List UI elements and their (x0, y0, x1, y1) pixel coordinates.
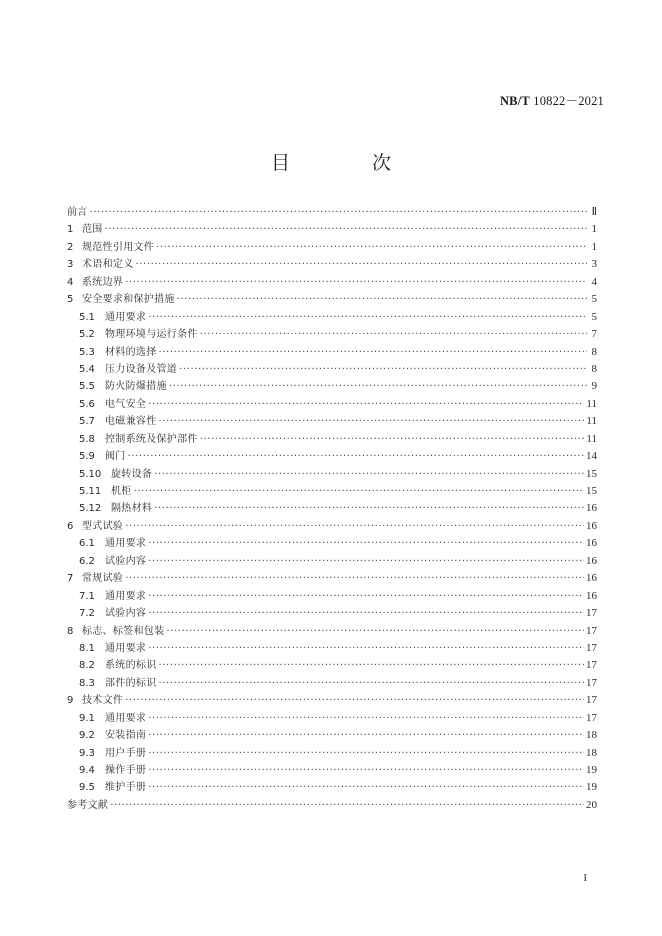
toc-leader-dots (125, 570, 584, 587)
toc-entry-page: 17 (586, 607, 597, 620)
toc-leader-dots (148, 779, 584, 796)
toc-entry-number: 5.5 (79, 381, 95, 393)
toc-leader-dots (105, 221, 587, 238)
toc-entry-label: 压力设备及管道 (105, 363, 178, 375)
toc-entry-page: 16 (586, 502, 597, 515)
toc-entry-number: 8.3 (79, 677, 95, 689)
toc-entry-page: 8 (591, 345, 597, 358)
toc-entry-page: 11 (586, 415, 597, 428)
toc-entry-page: 16 (586, 537, 597, 550)
toc-leader-dots (148, 745, 584, 762)
page-title: 目 次 (270, 152, 430, 174)
toc-leader-dots (110, 797, 584, 814)
toc-entry[interactable] (67, 797, 597, 814)
toc-entry-label: 用户手册 (105, 747, 147, 759)
toc-leader-dots (128, 448, 584, 465)
toc-entry-label: 标志、标签和包装 (82, 625, 165, 637)
toc-entry[interactable] (67, 256, 597, 273)
toc-entry[interactable] (67, 675, 597, 692)
toc-entry-label: 部件的标识 (105, 677, 157, 689)
toc-leader-dots (200, 326, 587, 343)
toc-entry-label: 通用要求 (105, 642, 147, 654)
toc-entry-number: 7.2 (79, 608, 95, 620)
toc-entry-label: 防火防爆措施 (105, 381, 167, 393)
toc-entry[interactable] (67, 344, 597, 361)
toc-entry-number: 5.9 (79, 451, 95, 463)
toc-entry-page: 8 (591, 362, 597, 375)
toc-entry-page: 18 (586, 746, 597, 759)
toc-entry-number: 3 (67, 259, 74, 271)
toc-entry-label: 规范性引用文件 (82, 241, 155, 253)
toc-leader-dots (148, 309, 587, 326)
toc-entry[interactable] (67, 378, 597, 395)
toc-leader-dots (148, 553, 584, 570)
toc-entry-label: 机柜 (111, 486, 132, 497)
standard-code (500, 91, 604, 109)
toc-entry-number: 5 (67, 294, 74, 306)
toc-entry-number: 5.3 (79, 346, 95, 358)
toc-entry-label: 隔热材料 (111, 503, 153, 515)
toc-entry-label: 系统的标识 (105, 660, 157, 672)
table-of-contents (67, 204, 597, 814)
toc-entry-number: 7 (67, 573, 74, 585)
toc-entry-page: 7 (591, 328, 597, 341)
standard-prefix: NB/T (499, 94, 530, 108)
toc-entry[interactable] (67, 500, 597, 517)
toc-leader-dots (159, 657, 585, 674)
toc-entry-page: 19 (586, 781, 597, 794)
toc-entry-number: 7.1 (79, 590, 95, 602)
toc-entry-label: 电气安全 (105, 398, 147, 410)
toc-entry-number: 5.12 (79, 503, 102, 515)
toc-entry-page: 3 (591, 258, 597, 271)
toc-entry[interactable] (67, 483, 597, 500)
toc-entry-label: 技术文件 (82, 695, 124, 707)
toc-entry-page: 15 (586, 467, 597, 480)
toc-leader-dots (136, 256, 588, 273)
toc-entry-label: 安全要求和保护措施 (82, 294, 175, 306)
toc-entry[interactable] (67, 535, 597, 552)
toc-entry-number: 6.2 (79, 555, 95, 567)
toc-entry-page: 19 (586, 764, 597, 776)
toc-leader-dots (148, 535, 584, 552)
toc-entry-number: 5.6 (79, 398, 95, 410)
toc-entry[interactable] (67, 588, 597, 605)
toc-entry[interactable] (67, 204, 597, 221)
toc-entry-page: 1 (591, 240, 597, 253)
toc-entry[interactable] (67, 779, 597, 796)
toc-entry-label: 安装指南 (105, 730, 147, 742)
toc-leader-dots (177, 291, 587, 308)
toc-entry-number: 8.1 (79, 642, 95, 654)
toc-entry[interactable] (67, 326, 597, 343)
toc-leader-dots (169, 378, 587, 395)
toc-entry-page: 18 (586, 729, 597, 742)
toc-entry-page: 11 (586, 397, 597, 410)
toc-entry[interactable] (67, 570, 597, 587)
toc-leader-dots (134, 483, 584, 500)
toc-leader-dots (154, 500, 584, 517)
toc-entry-label: 常规试验 (82, 573, 124, 585)
toc-entry-label: 材料的选择 (105, 346, 157, 358)
toc-entry-number: 1 (67, 224, 74, 236)
toc-entry-page: 17 (586, 624, 597, 637)
standard-number: 10822－2021 (529, 94, 604, 108)
toc-entry-label: 通用要求 (105, 538, 147, 550)
toc-entry-page: 17 (586, 659, 597, 672)
toc-leader-dots (179, 361, 587, 378)
toc-entry-number: 5.11 (79, 486, 102, 497)
toc-entry-label: 物理环境与运行条件 (105, 329, 198, 341)
toc-entry[interactable] (67, 431, 597, 448)
toc-leader-dots (125, 692, 584, 709)
toc-leader-dots (154, 466, 584, 483)
toc-entry-page: 16 (586, 589, 597, 602)
toc-entry-page: 17 (586, 694, 597, 707)
toc-entry[interactable] (67, 605, 597, 622)
toc-entry[interactable] (67, 623, 597, 640)
toc-entry-number: 5.8 (79, 433, 95, 445)
toc-entry[interactable] (67, 291, 597, 308)
toc-entry[interactable] (67, 727, 597, 744)
toc-entry[interactable] (67, 274, 597, 291)
toc-entry[interactable] (67, 762, 597, 779)
toc-entry-label: 参考文献 (67, 799, 109, 811)
toc-entry-label: 前言 (67, 207, 88, 218)
toc-entry-number: 2 (67, 241, 74, 253)
toc-entry-page: 20 (586, 798, 597, 811)
toc-entry-number: 5.4 (79, 363, 95, 375)
toc-entry-page: 16 (586, 554, 597, 567)
toc-entry-page: 14 (586, 450, 597, 463)
toc-entry-number: 6.1 (79, 538, 95, 550)
toc-entry-label: 通用要求 (105, 590, 147, 602)
toc-entry-number: 5.1 (79, 311, 95, 323)
toc-entry-page: 17 (586, 641, 597, 654)
toc-entry[interactable] (67, 466, 597, 483)
toc-entry-number: 5.10 (79, 468, 102, 480)
toc-entry-number: 9 (67, 695, 74, 707)
toc-entry-number: 8.2 (79, 660, 95, 672)
toc-entry-label: 阀门 (105, 451, 126, 463)
toc-leader-dots (148, 710, 584, 727)
toc-entry[interactable] (67, 239, 597, 256)
toc-entry-label: 电磁兼容性 (105, 416, 157, 428)
toc-entry[interactable] (67, 692, 597, 709)
toc-entry[interactable] (67, 448, 597, 465)
toc-entry-label: 试验内容 (105, 608, 147, 620)
toc-entry-page: 16 (586, 572, 597, 585)
toc-leader-dots (200, 431, 585, 448)
toc-entry-page: 15 (586, 485, 597, 497)
toc-entry-number: 4 (67, 276, 74, 288)
toc-leader-dots (159, 344, 588, 361)
toc-entry-label: 控制系统及保护部件 (105, 433, 198, 445)
toc-entry-page: 9 (591, 380, 597, 393)
toc-leader-dots (125, 518, 584, 535)
toc-entry[interactable] (67, 361, 597, 378)
toc-leader-dots (148, 727, 584, 744)
page-number: I (583, 872, 587, 884)
toc-leader-dots (148, 588, 584, 605)
toc-entry-label: 旋转设备 (111, 468, 153, 480)
toc-entry-number: 9.5 (79, 782, 95, 794)
toc-entry-page: 1 (591, 223, 597, 236)
toc-entry-label: 范围 (82, 224, 103, 236)
toc-entry[interactable] (67, 745, 597, 762)
toc-entry-number: 5.2 (79, 329, 95, 341)
toc-entry-page: 17 (586, 676, 597, 689)
toc-entry-page: Ⅱ (591, 206, 597, 218)
toc-entry-number: 8 (67, 625, 74, 637)
toc-entry[interactable] (67, 309, 597, 326)
toc-leader-dots (148, 640, 584, 657)
toc-entry-label: 术语和定义 (82, 259, 134, 271)
toc-leader-dots (166, 623, 584, 640)
toc-leader-dots (159, 413, 585, 430)
toc-entry[interactable] (67, 640, 597, 657)
toc-leader-dots (90, 204, 587, 221)
toc-entry-label: 通用要求 (105, 712, 147, 724)
toc-entry-label: 维护手册 (105, 782, 147, 794)
toc-entry-label: 系统边界 (82, 276, 124, 288)
toc-entry-number: 5.7 (79, 416, 95, 428)
toc-leader-dots (125, 274, 587, 291)
toc-entry-page: 5 (591, 293, 597, 306)
toc-entry-label: 操作手册 (105, 765, 147, 776)
toc-entry-number: 9.2 (79, 730, 95, 742)
toc-entry[interactable] (67, 413, 597, 430)
toc-entry-label: 试验内容 (105, 555, 147, 567)
toc-entry[interactable] (67, 518, 597, 535)
toc-leader-dots (148, 396, 584, 413)
toc-entry-number: 9.4 (79, 765, 95, 776)
toc-entry-label: 通用要求 (105, 311, 147, 323)
toc-leader-dots (159, 675, 585, 692)
toc-entry-number: 9.3 (79, 747, 95, 759)
toc-entry-page: 16 (586, 519, 597, 532)
toc-entry[interactable] (67, 553, 597, 570)
toc-leader-dots (156, 239, 587, 256)
toc-entry-number: 6 (67, 520, 74, 532)
toc-entry-label: 型式试验 (82, 520, 124, 532)
toc-entry[interactable] (67, 710, 597, 727)
toc-entry[interactable] (67, 396, 597, 413)
toc-entry[interactable] (67, 657, 597, 674)
toc-leader-dots (148, 762, 584, 779)
toc-entry-number: 9.1 (79, 712, 95, 724)
toc-entry[interactable] (67, 221, 597, 238)
toc-entry-page: 5 (591, 310, 597, 323)
toc-entry-page: 17 (586, 711, 597, 724)
toc-entry-page: 11 (586, 432, 597, 445)
toc-entry-page: 4 (591, 275, 597, 288)
toc-leader-dots (148, 605, 584, 622)
